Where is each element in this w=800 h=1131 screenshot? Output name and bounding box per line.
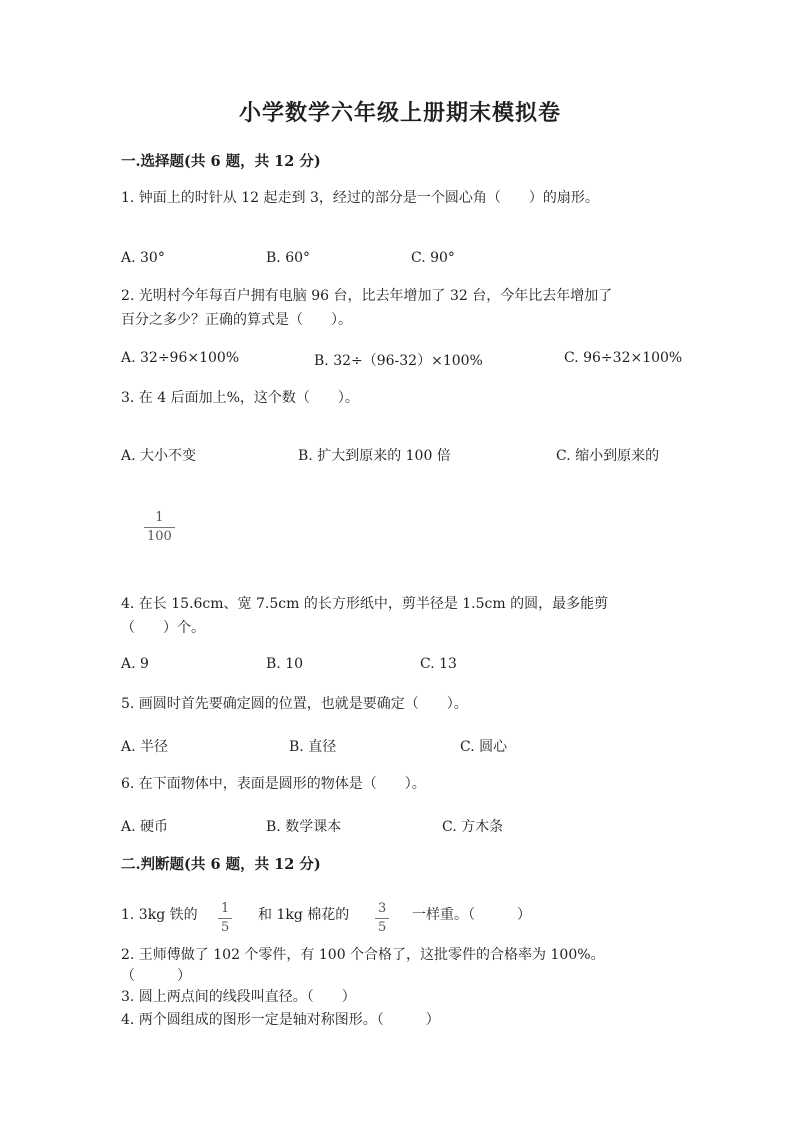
judgement-1-fraction-1 <box>218 902 232 935</box>
judgement-4-text: 4. 两个圆组成的图形一定是轴对称图形。（ ） <box>121 1012 440 1028</box>
question-1-option-c: C. 90° <box>411 250 455 266</box>
question-2-line-2: 百分之多少？正确的算式是（ ）。 <box>121 312 352 328</box>
question-4-line-1: 4. 在长 15.6cm、宽 7.5cm 的长方形纸中，剪半径是 1.5cm 的圆，最多能剪 <box>121 596 609 612</box>
question-6-option-b: B. 数学课本 <box>266 819 342 835</box>
fraction-numerator: 1 <box>221 901 230 916</box>
question-2-line-1: 2. 光明村今年每百户拥有电脑 96 台，比去年增加了 32 台，今年比去年增加了 <box>121 288 613 304</box>
judgement-1-fraction-2 <box>375 902 389 935</box>
question-3-fraction <box>144 511 175 544</box>
question-5-option-a: A. 半径 <box>121 739 169 755</box>
page-title: 小学数学六年级上册期末模拟卷 <box>238 100 561 126</box>
question-1-option-b: B. 60° <box>266 250 311 266</box>
question-4-option-c: C. 13 <box>420 656 457 672</box>
question-6-text: 6. 在下面物体中，表面是圆形的物体是（ ）。 <box>121 776 426 792</box>
question-3-option-c: C. 缩小到原来的 <box>556 448 660 464</box>
question-2-option-c: C. 96÷32×100% <box>564 350 683 366</box>
question-1-option-a: A. 30° <box>121 250 165 266</box>
question-5-text: 5. 画圆时首先要确定圆的位置，也就是要确定（ ）。 <box>121 696 468 712</box>
judgement-1-part-2: 和 1kg 棉花的 <box>258 907 350 923</box>
question-5-option-c: C. 圆心 <box>460 739 508 755</box>
fraction-denominator: 100 <box>147 529 172 544</box>
judgement-1-part-1: 1. 3kg 铁的 <box>121 907 198 923</box>
fraction-bar <box>144 527 175 528</box>
question-1-text: 1. 钟面上的时针从 12 起走到 3，经过的部分是一个圆心角（ ）的扇形。 <box>121 190 599 206</box>
question-6-option-a: A. 硬币 <box>121 819 169 835</box>
fraction-bar <box>218 918 232 919</box>
question-6-option-c: C. 方木条 <box>442 819 504 835</box>
fraction-numerator: 1 <box>155 510 164 525</box>
fraction-denominator: 5 <box>221 920 230 935</box>
question-2-option-b: B. 32÷（96-32）×100% <box>314 353 483 369</box>
question-2-option-a: A. 32÷96×100% <box>121 350 240 366</box>
judgement-1-part-3: 一样重。（ ） <box>412 907 531 923</box>
fraction-bar <box>375 918 389 919</box>
fraction-denominator: 5 <box>378 920 387 935</box>
question-3-option-a: A. 大小不变 <box>121 448 197 464</box>
judgement-3-text: 3. 圆上两点间的线段叫直径。（ ） <box>121 989 356 1005</box>
question-4-option-a: A. 9 <box>121 656 149 672</box>
question-3-text: 3. 在 4 后面加上%，这个数（ ）。 <box>121 390 359 406</box>
question-5-option-b: B. 直径 <box>289 739 337 755</box>
section-heading-choice: 一.选择题(共 6 题，共 12 分) <box>121 153 321 170</box>
fraction-numerator: 3 <box>378 901 387 916</box>
judgement-2-line-1: 2. 王师傅做了 102 个零件，有 100 个合格了，这批零件的合格率为 100%。 <box>121 947 605 963</box>
question-4-option-b: B. 10 <box>266 656 304 672</box>
question-3-option-b: B. 扩大到原来的 100 倍 <box>298 448 451 464</box>
question-4-line-2: （ ）个。 <box>121 620 205 636</box>
section-heading-judgement: 二.判断题(共 6 题，共 12 分) <box>121 856 321 873</box>
judgement-2-line-2: （ ） <box>121 968 191 984</box>
